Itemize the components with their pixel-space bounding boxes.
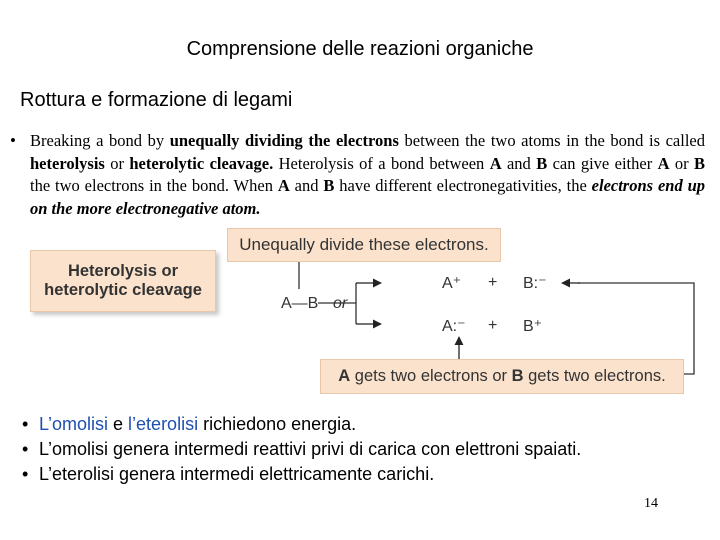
plus-sign-1: + — [488, 274, 498, 291]
annotation-box-bottom: A gets two electrons or B gets two electrons. — [320, 359, 684, 394]
summary-bullets — [22, 412, 690, 487]
plus-sign-2: + — [488, 317, 498, 334]
heterolysis-label: Heterolysis or — [67, 262, 179, 280]
annotation-box-top: Unequally divide these electrons. — [227, 228, 501, 262]
section-subtitle: Rottura e formazione di legami — [20, 89, 293, 111]
annotation-box-left — [30, 250, 216, 312]
list-item: • L’omolisi e l’eterolisi richiedono energia. — [22, 414, 357, 434]
product-a-anion: A:⁻ — [442, 318, 466, 335]
textbook-paragraph: Breaking a bond by unequally dividing the electrons between the two atoms in the bond is called heterolysis or heterolytic cleavage. Heterolysis of a bond between A and B can give either A or B the two electrons in the bond. When A and B have different electronegativities, the electrons end up on the more electronegative atom. — [30, 131, 705, 218]
page-number: 14 — [644, 496, 658, 511]
product-a-cation: A⁺ — [442, 275, 462, 292]
list-item: • L’omolisi genera intermedi reattivi privi di carica con elettroni spaiati. — [22, 439, 582, 459]
reactant-ab: A—B — [281, 295, 319, 312]
or-label: or — [333, 295, 348, 312]
product-b-cation: B⁺ — [523, 318, 543, 335]
paragraph-bullet: • — [10, 131, 16, 150]
product-b-anion: B:⁻ — [523, 275, 547, 292]
page-title: Comprensione delle reazioni organiche — [186, 38, 534, 60]
list-item: • L’eterolisi genera intermedi elettricamente carichi. — [22, 464, 435, 484]
heterolytic-cleavage-label: heterolytic cleavage — [44, 281, 202, 299]
